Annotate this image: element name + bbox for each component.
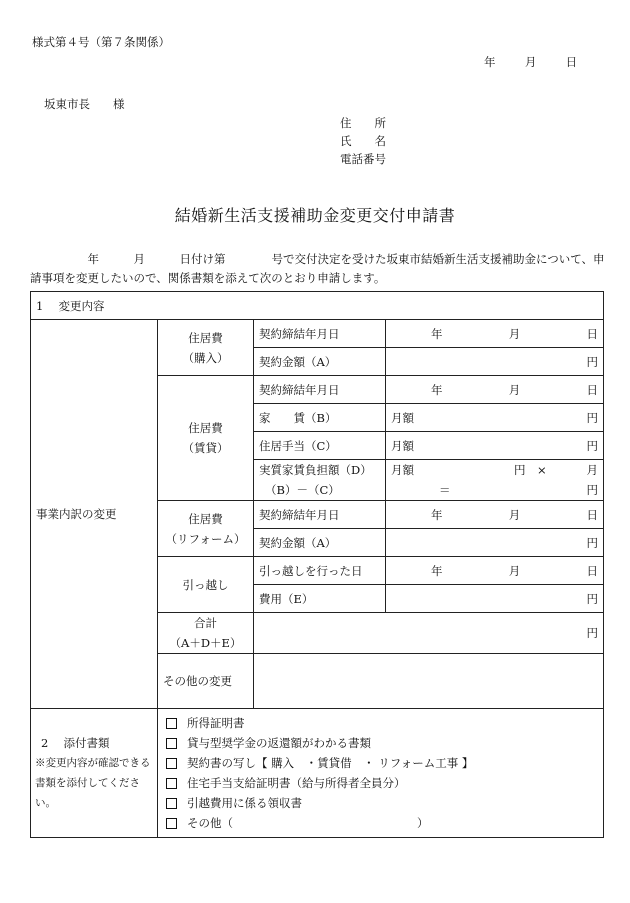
reform-contract-date-label: 契約締結年月日 [254, 501, 386, 529]
rental-label: 住居費 （賃貸） [158, 376, 254, 501]
form-number: 様式第４号（第７条関係） [32, 35, 170, 49]
attachment-item[interactable]: その他（ ） [164, 813, 597, 833]
moving-cost-field[interactable]: 円 [386, 585, 604, 613]
date-day: 日 [565, 55, 578, 69]
section-1-heading: 1 変更内容 [31, 292, 604, 320]
actual-burden-label: 実質家賃負担額（D） （B）－（C） [254, 460, 386, 501]
attachment-item[interactable]: 契約書の写し【 購入 ・賃貸借 ・ リフォーム工事 】 [164, 753, 597, 773]
attachments-label: 2 添付書類 ※変更内容が確認できる書類を添付してください。 [31, 709, 158, 838]
purchase-amount-field[interactable]: 円 [386, 348, 604, 376]
rental-contract-date-field[interactable]: 年 月 日 [386, 376, 604, 404]
application-date [484, 54, 577, 70]
intro-text: 年 月 日付け第 号で交付決定を受けた坂東市結婚新生活支援補助金について、申請事項を変更したいので、関係書類を添えて次のとおり申請します。 [30, 252, 605, 285]
date-year: 年 [484, 55, 496, 69]
attachment-item[interactable]: 引越費用に係る領収書 [164, 793, 597, 813]
name-label: 氏 名 [340, 134, 386, 148]
attachments-list [158, 709, 604, 838]
purchase-contract-date-field[interactable]: 年 月 日 [386, 320, 604, 348]
reform-amount-field[interactable]: 円 [386, 529, 604, 557]
rent-label: 家 賃（B） [254, 404, 386, 432]
housing-allowance-label: 住居手当（C） [254, 432, 386, 460]
moving-cost-label: 費用（E） [254, 585, 386, 613]
moved-date-field[interactable]: 年 月 日 [386, 557, 604, 585]
checkbox-icon[interactable] [166, 758, 177, 769]
reform-label: 住居費 （リフォーム） [158, 501, 254, 557]
breakdown-label: 事業内訳の変更 [31, 320, 158, 709]
checkbox-icon[interactable] [166, 818, 177, 829]
purchase-label: 住居費 （購入） [158, 320, 254, 376]
address-label: 住 所 [340, 116, 386, 130]
attachment-item[interactable]: 貸与型奨学金の返還額がわかる書類 [164, 733, 597, 753]
housing-allowance-field[interactable]: 月額 円 [386, 432, 604, 460]
moving-label: 引っ越し [158, 557, 254, 613]
checkbox-icon[interactable] [166, 738, 177, 749]
attachment-item[interactable]: 所得証明書 [164, 713, 597, 733]
purchase-contract-date-label: 契約締結年月日 [254, 320, 386, 348]
attachment-item[interactable]: 住宅手当支給証明書（給与所得者全員分） [164, 773, 597, 793]
checkbox-icon[interactable] [166, 798, 177, 809]
other-change-label: その他の変更 [158, 654, 254, 709]
date-month: 月 [524, 55, 537, 69]
purchase-amount-label: 契約金額（A） [254, 348, 386, 376]
other-change-field[interactable] [254, 654, 604, 709]
addressee: 坂東市長 様 [44, 97, 125, 111]
checkbox-icon[interactable] [166, 718, 177, 729]
phone-label: 電話番号 [340, 152, 386, 166]
rental-contract-date-label: 契約締結年月日 [254, 376, 386, 404]
reform-contract-date-field[interactable]: 年 月 日 [386, 501, 604, 529]
total-label: 合計 （A＋D＋E） [158, 613, 254, 654]
rent-field[interactable]: 月額 円 [386, 404, 604, 432]
total-field[interactable]: 円 [254, 613, 604, 654]
reform-amount-label: 契約金額（A） [254, 529, 386, 557]
actual-burden-field[interactable]: 月額 円 × 月 ＝ 円 [386, 460, 604, 501]
applicant-block [340, 114, 386, 168]
change-form-table [30, 291, 604, 838]
moved-date-label: 引っ越しを行った日 [254, 557, 386, 585]
checkbox-icon[interactable] [166, 778, 177, 789]
document-title: 結婚新生活支援補助金変更交付申請書 [174, 206, 456, 225]
